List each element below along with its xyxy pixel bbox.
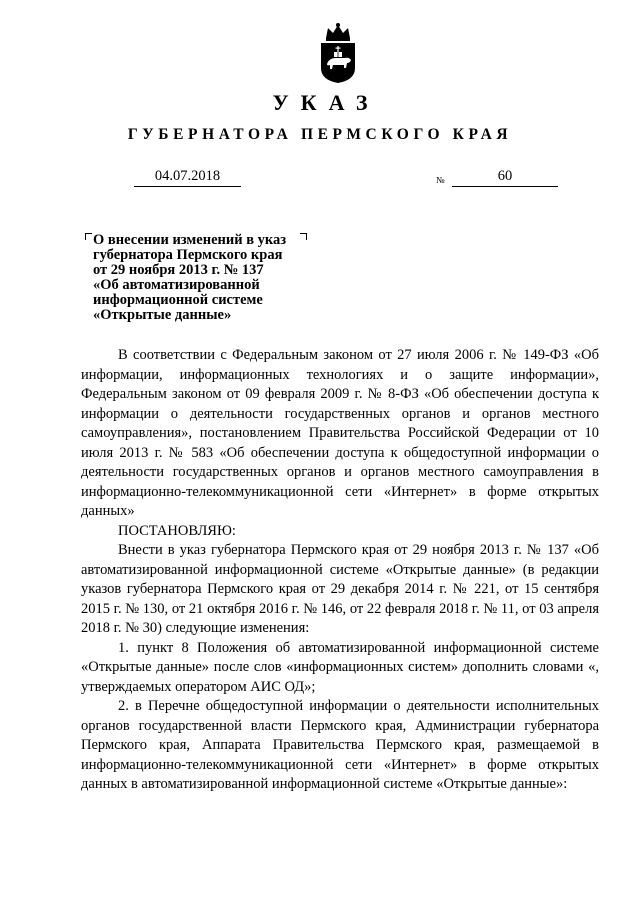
body-paragraph: 1. пункт 8 Положения об автоматизированной информационной системе «Открытые данные» после слов «информационных систем» дополнить словами «, утверждаемых оператором АИС ОД»; bbox=[81, 639, 599, 695]
subject-line: О внесении изменений в указ bbox=[93, 232, 287, 248]
decree-word: ПОСТАНОВЛЯЮ: bbox=[118, 522, 236, 539]
document-subject bbox=[93, 233, 308, 323]
body-paragraph: 2. в Перечне общедоступной информации о деятельности исполнительных органов государственной власти Пермского края, Администрации губернатора Пермского края, Аппарата Правительства Пермского края, размещаемой в информационно-телекоммуникационной сети «Интернет» в форме открытых данных в автоматизированной информационной системе «Открытые данные»: bbox=[81, 698, 599, 792]
document-body bbox=[81, 346, 599, 795]
subject-line: «Об автоматизированной bbox=[93, 277, 260, 293]
subject-line: от 29 ноября 2013 г. № 137 bbox=[93, 262, 264, 278]
document-number: 60 bbox=[452, 167, 558, 187]
subject-line: «Открытые данные» bbox=[93, 307, 232, 323]
document-subtitle: ГУБЕРНАТОРА ПЕРМСКОГО КРАЯ bbox=[127, 126, 513, 143]
subject-corner-left bbox=[85, 233, 92, 240]
number-sign: № bbox=[436, 175, 445, 185]
body-paragraph: Внести в указ губернатора Пермского края от 29 ноября 2013 г. № 137 «Об автоматизированной информационной системе «Открытые данные» (в редакции указов губернатора Пермского края от 29 декабря 2014 г. № 221, от 15 сентября 2015 г. № 130, от 21 октября 2016 г. № 146, от 22 февраля 2018 г. № 11, от 03 апреля 2018 г. № 30) следующие изменения: bbox=[81, 542, 599, 636]
body-paragraph: В соответствии с Федеральным законом от 27 июля 2006 г. № 149-ФЗ «Об информации, информационных технологиях и о защите информации», Федеральным законом от 09 февраля 2009 г. № 8-ФЗ «Об обеспечении доступа к информации о деятельности государственных органов и органов местного самоуправления», постановлением Правительства Российской Федерации от 10 июля 2013 г. № 583 «Об обеспечении доступа к общедоступной информации о деятельности государственных органов и органов местного самоуправления в информационно-телекоммуникационной сети «Интернет» в форме открытых данных» bbox=[81, 347, 599, 519]
subject-line: губернатора Пермского края bbox=[93, 247, 283, 263]
subject-line: информационной системе bbox=[93, 292, 263, 308]
perm-krai-coat-of-arms-icon bbox=[319, 22, 357, 84]
document-date: 04.07.2018 bbox=[134, 167, 241, 187]
document-title: УКАЗ bbox=[272, 90, 380, 115]
